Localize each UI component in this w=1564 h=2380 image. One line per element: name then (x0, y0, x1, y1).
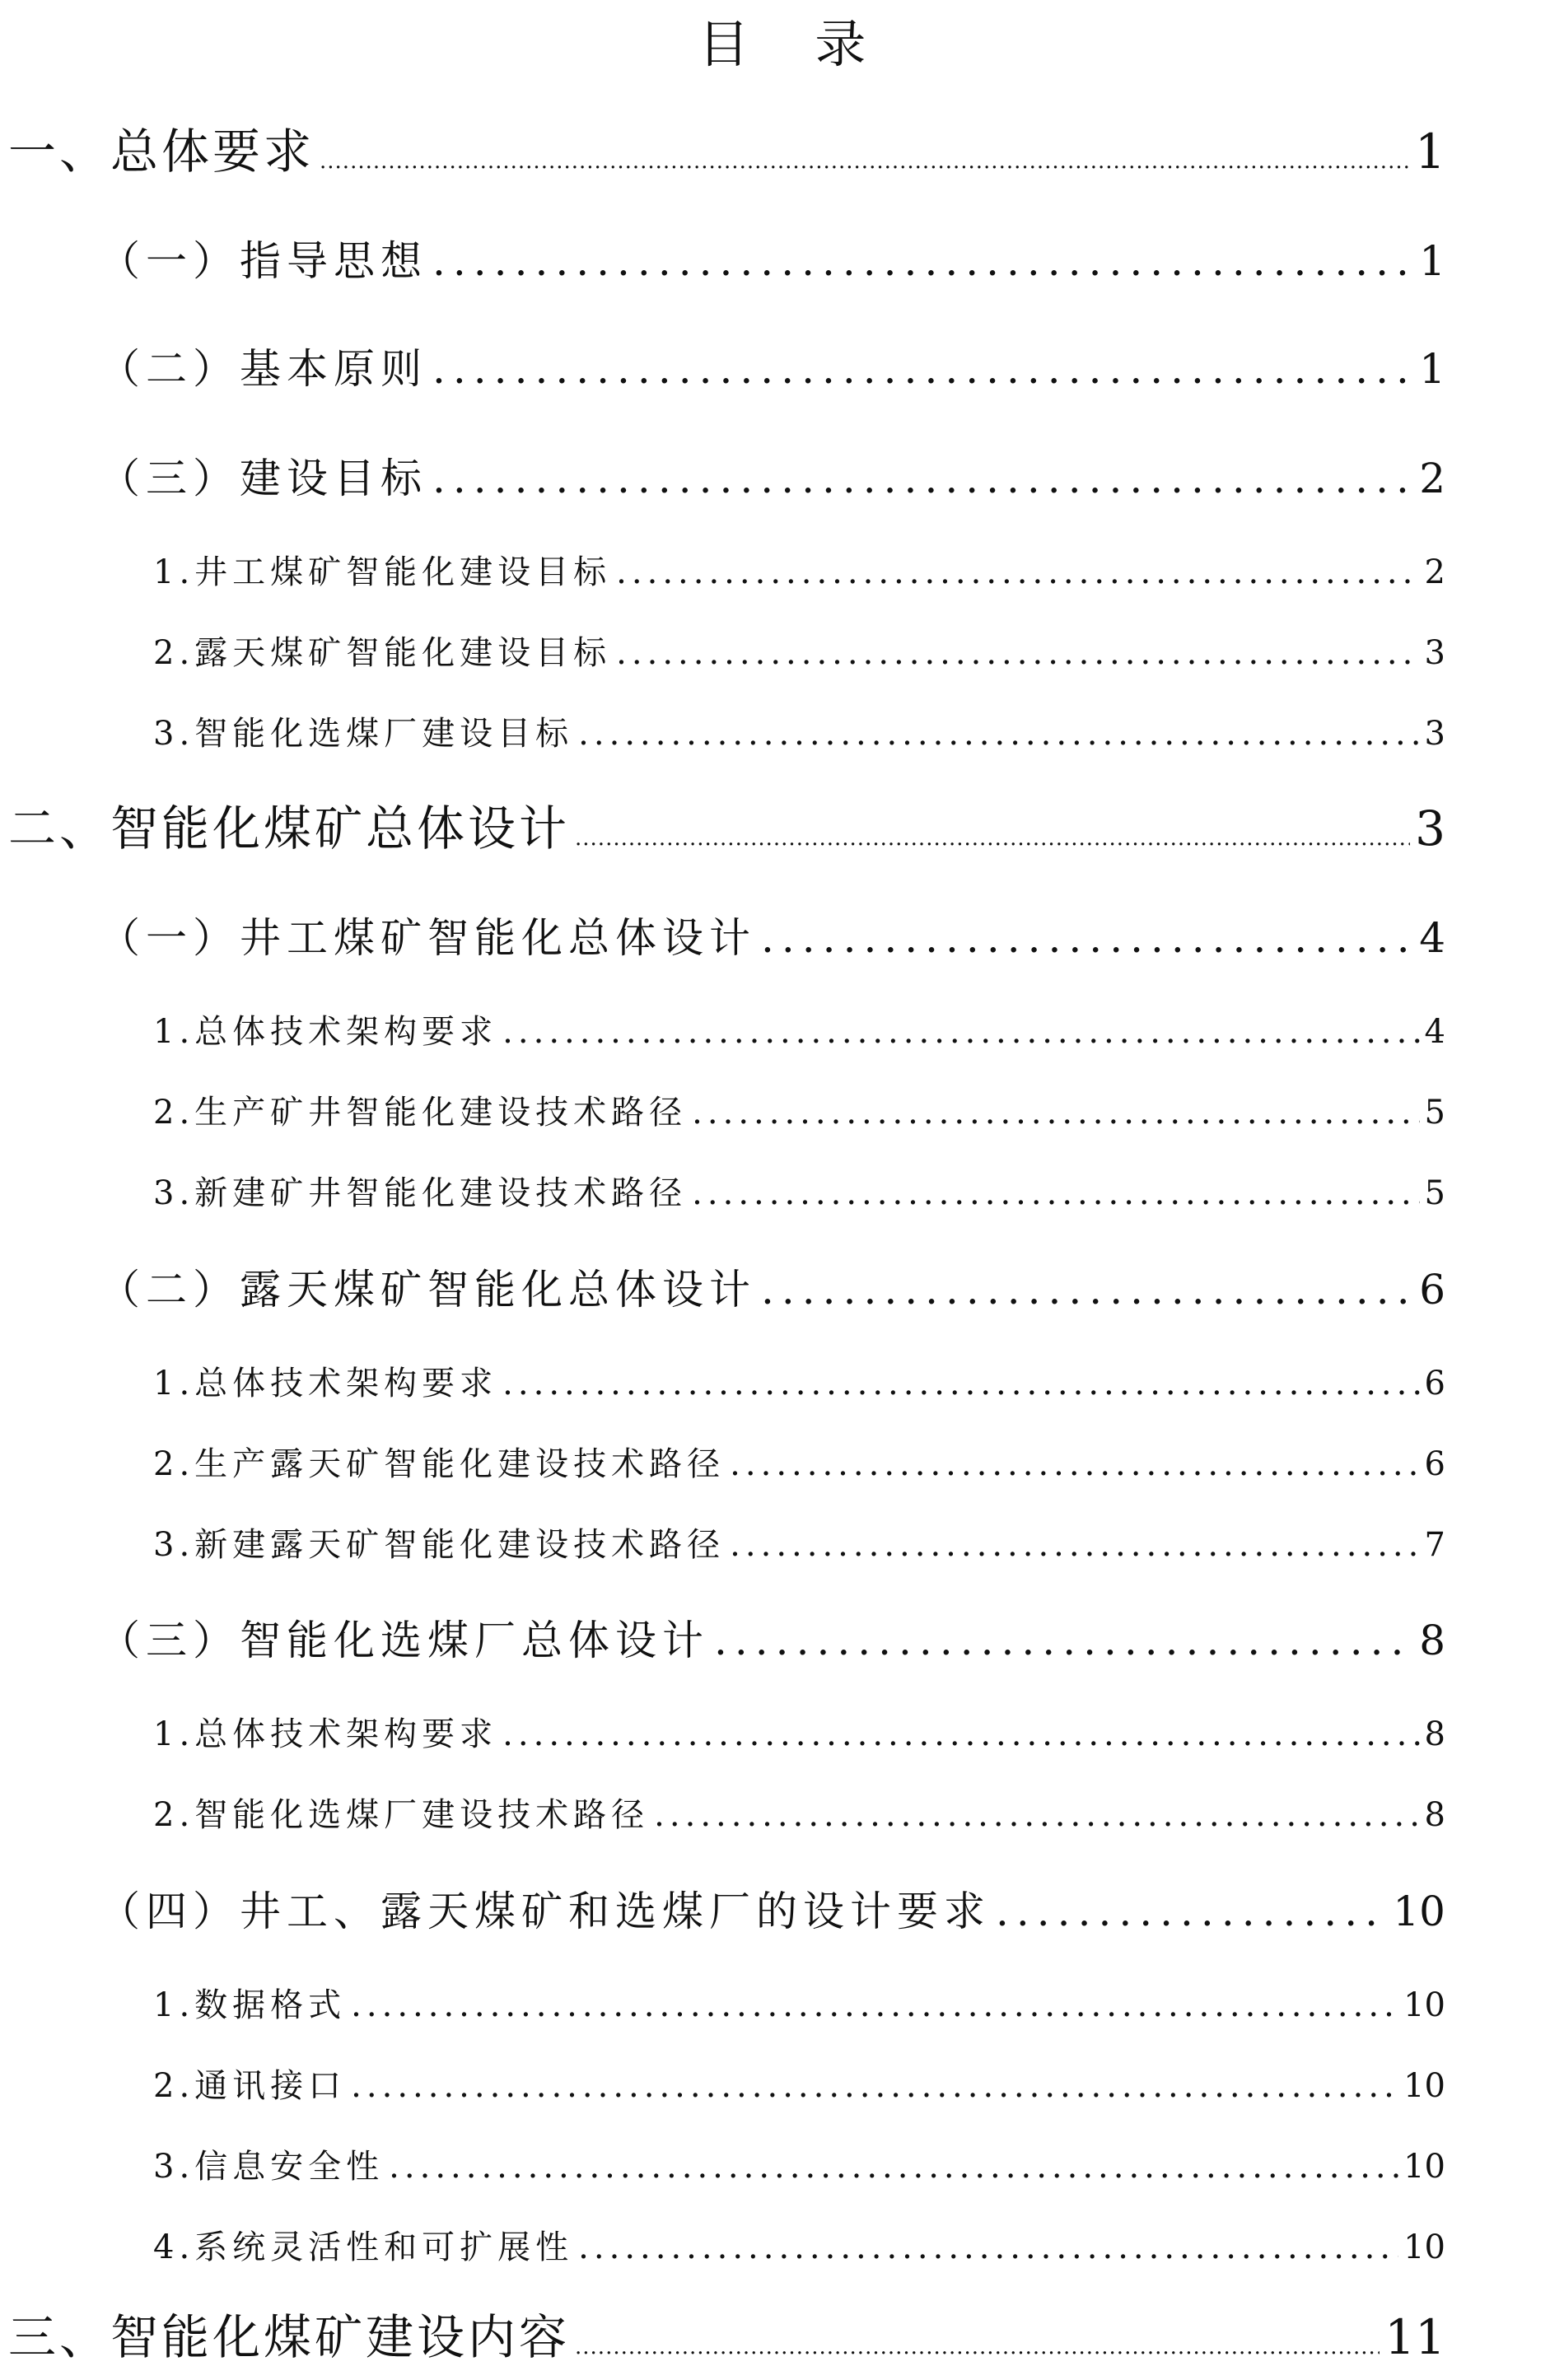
toc-leader-dots (502, 1710, 1419, 1759)
toc-entry-label: （二）露天煤矿智能化总体设计 (99, 1266, 756, 1314)
page-title: 目 录 (698, 14, 891, 74)
toc-entry-label: 2.生产矿井智能化建设技术路径 (153, 1094, 688, 1132)
toc-entry[interactable] (99, 1882, 1445, 1941)
toc-entry-page: 4 (1419, 914, 1445, 962)
toc-entry[interactable] (153, 1169, 1445, 1218)
toc-entry-label: 2.生产露天矿智能化建设技术路径 (153, 1445, 726, 1483)
toc-entry[interactable] (153, 1088, 1445, 1137)
toc-entry-label: 3.智能化选煤厂建设目标 (153, 715, 574, 753)
toc-entry[interactable] (153, 709, 1445, 758)
toc-leader-dots (996, 1882, 1388, 1941)
toc-leader-dots (692, 1169, 1419, 1218)
toc-entry[interactable] (153, 1981, 1445, 2030)
toc-entry-label: 1.总体技术架构要求 (153, 1365, 498, 1402)
toc-leader-dots (351, 1981, 1398, 2030)
toc-entry-page: 11 (1384, 2309, 1445, 2365)
toc-entry[interactable] (153, 1007, 1445, 1057)
toc-entry-label: 1.数据格式 (153, 1986, 347, 2024)
toc-leader-dots (616, 548, 1419, 597)
toc-entry-label: 1.井工煤矿智能化建设目标 (153, 553, 612, 591)
toc-entry-label: 3.新建露天矿智能化建设技术路径 (153, 1526, 726, 1564)
toc-leader-dots (320, 128, 1410, 194)
toc-leader-dots (575, 2314, 1380, 2380)
toc-entry[interactable] (153, 1520, 1445, 1570)
toc-entry-label: （四）井工、露天煤矿和选煤厂的设计要求 (99, 1888, 991, 1935)
toc-entry-label: 3.信息安全性 (153, 2148, 385, 2186)
toc-entry-page: 4 (1424, 1013, 1445, 1051)
toc-entry[interactable] (99, 1611, 1445, 1670)
toc-entry[interactable] (8, 796, 1445, 861)
toc-entry-label: 2.通讯接口 (153, 2067, 347, 2105)
toc-entry-page: 6 (1424, 1365, 1445, 1402)
toc-entry-page: 2 (1419, 455, 1445, 502)
toc-leader-dots (575, 805, 1410, 871)
toc-entry-page: 1 (1419, 237, 1445, 285)
toc-entry-page: 8 (1424, 1796, 1445, 1834)
toc-entry[interactable] (153, 628, 1445, 678)
toc-leader-dots (578, 709, 1419, 758)
toc-leader-dots (654, 1790, 1419, 1840)
toc-entry-label: （二）基本原则 (99, 345, 427, 393)
toc-entry[interactable] (153, 2061, 1445, 2111)
toc-entry[interactable] (153, 1790, 1445, 1840)
toc-entry-page: 6 (1424, 1445, 1445, 1483)
toc-entry-label: （三）建设目标 (99, 455, 427, 502)
toc-entry-label: 4.系统灵活性和可扩展性 (153, 2228, 574, 2266)
toc-entry-page: 10 (1403, 2148, 1445, 2186)
toc-entry[interactable] (99, 339, 1445, 399)
toc-entry-page: 6 (1419, 1266, 1445, 1314)
toc-leader-dots (578, 2223, 1398, 2272)
toc-entry-label: （三）智能化选煤厂总体设计 (99, 1617, 709, 1664)
toc-leader-dots (692, 1088, 1419, 1137)
toc-entry[interactable] (99, 449, 1445, 508)
toc-entry[interactable] (153, 548, 1445, 597)
toc-entry[interactable] (153, 1710, 1445, 1759)
toc-entry-label: 二、智能化煤矿总体设计 (8, 800, 571, 856)
toc-entry-page: 5 (1424, 1094, 1445, 1132)
toc-leader-dots (730, 1440, 1419, 1489)
toc-entry[interactable] (8, 119, 1445, 184)
toc-entry-page: 2 (1424, 553, 1445, 591)
toc-leader-dots (351, 2061, 1398, 2111)
toc-entry-label: （一）指导思想 (99, 237, 427, 285)
toc-leader-dots (502, 1359, 1419, 1408)
toc-entry[interactable] (153, 2223, 1445, 2272)
toc-entry-page: 10 (1403, 2067, 1445, 2105)
toc-entry-label: 1.总体技术架构要求 (153, 1013, 498, 1051)
toc-entry-label: （一）井工煤矿智能化总体设计 (99, 914, 756, 962)
toc-entry-page: 10 (1393, 1888, 1445, 1935)
toc-entry[interactable] (153, 2142, 1445, 2191)
toc-leader-dots (616, 628, 1419, 678)
toc-leader-dots (502, 1007, 1419, 1057)
toc-entry-page: 5 (1424, 1174, 1445, 1212)
toc-leader-dots (432, 339, 1414, 399)
toc-leader-dots (730, 1520, 1419, 1570)
toc-entry-label: 一、总体要求 (8, 124, 315, 180)
toc-entry[interactable] (153, 1359, 1445, 1408)
toc-entry-label: 2.露天煤矿智能化建设目标 (153, 634, 612, 672)
toc-entry-page: 8 (1424, 1715, 1445, 1753)
toc-entry-page: 3 (1424, 634, 1445, 672)
toc-leader-dots (432, 449, 1414, 508)
toc-entry-page: 3 (1424, 715, 1445, 753)
toc-leader-dots (761, 1260, 1414, 1319)
toc-entry-page: 10 (1403, 1986, 1445, 2024)
toc-entry-page: 1 (1419, 345, 1445, 393)
toc-entry-page: 7 (1424, 1526, 1445, 1564)
toc-entry-label: 3.新建矿井智能化建设技术路径 (153, 1174, 688, 1212)
toc-entry[interactable] (99, 1260, 1445, 1319)
toc-entry-page: 8 (1419, 1617, 1445, 1664)
toc-entry[interactable] (8, 2304, 1445, 2370)
toc-leader-dots (761, 908, 1414, 968)
toc-leader-dots (432, 231, 1414, 291)
toc-leader-dots (714, 1611, 1414, 1670)
toc-entry-label: 2.智能化选煤厂建设技术路径 (153, 1796, 650, 1834)
toc-entry-page: 10 (1403, 2228, 1445, 2266)
toc-entry-label: 三、智能化煤矿建设内容 (8, 2309, 571, 2365)
toc-entry[interactable] (153, 1440, 1445, 1489)
toc-leader-dots (389, 2142, 1398, 2191)
toc-entry[interactable] (99, 231, 1445, 291)
toc-entry-page: 3 (1415, 800, 1445, 856)
toc-entry-label: 1.总体技术架构要求 (153, 1715, 498, 1753)
toc-entry-page: 1 (1415, 124, 1445, 180)
toc-entry[interactable] (99, 908, 1445, 968)
